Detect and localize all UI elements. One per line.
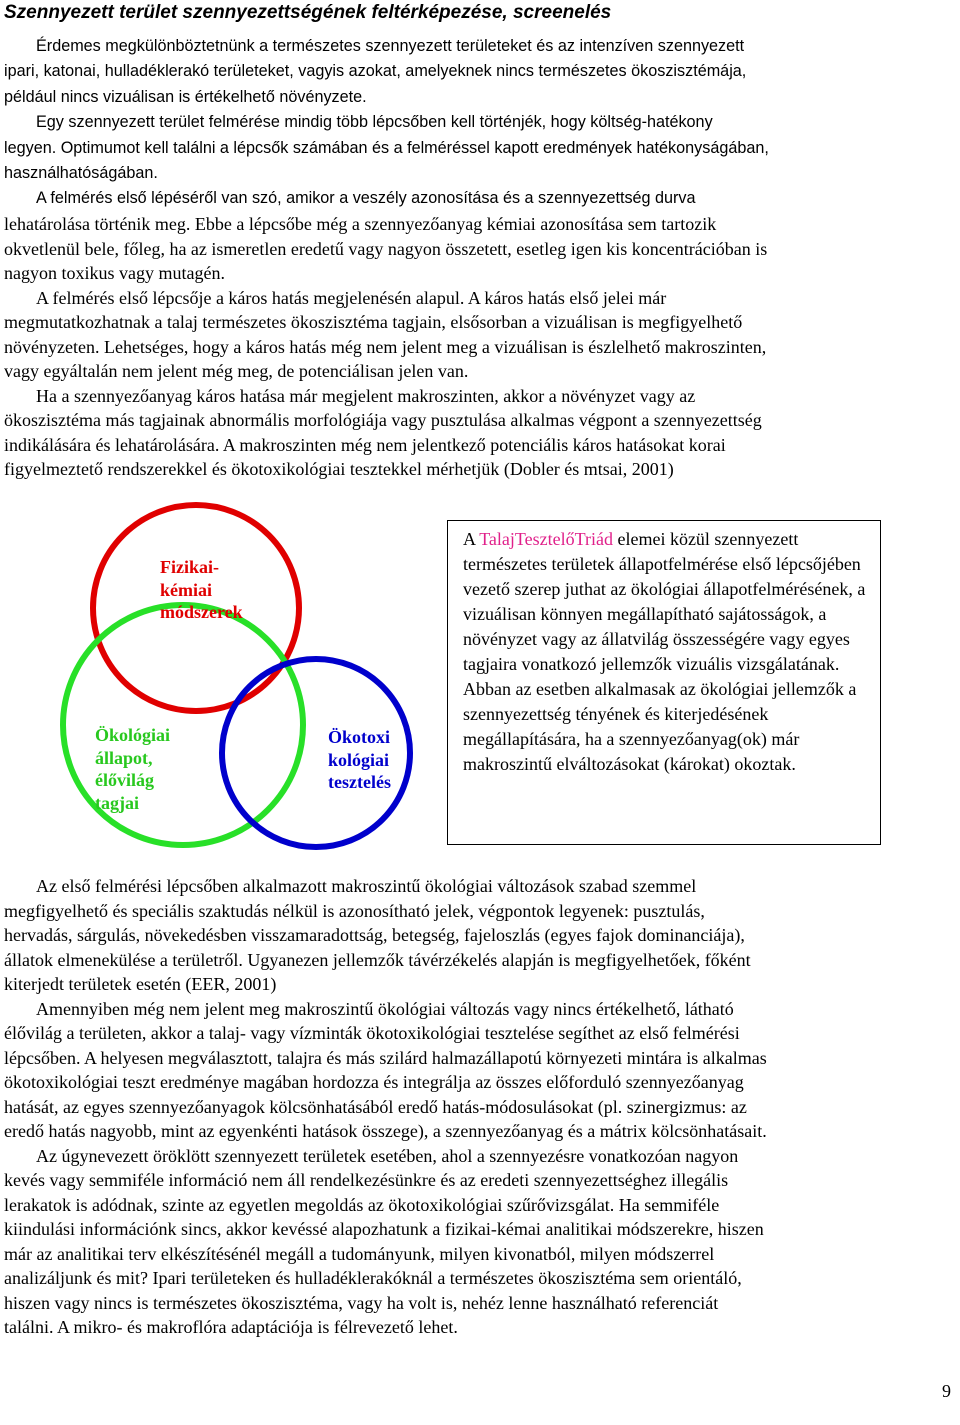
text-line: lehatárolása történik meg. Ebbe a lépcsőbe még a szennyezőanyag kémiai azonosítása sem tartozik	[4, 214, 717, 234]
text-line: Ha a szennyezőanyag káros hatása már megjelent makroszinten, akkor a növényzet vagy az	[36, 385, 696, 406]
text-line: növényzeten. Lehetséges, hogy a káros hatás még nem jelent meg a vizuálisan is észlelhető makroszinten,	[4, 336, 767, 357]
venn-label-physical-chemical: Fizikai- kémiai módszerek	[160, 557, 243, 622]
text-line: A felmérés első lépéséről van szó, amikor a veszély azonosítása és a szennyezettség durva	[36, 189, 696, 208]
text-line: például nincs vizuálisan is értékelhető növényzete.	[4, 87, 367, 106]
textbox-body: elemei közül szennyezett természetes területek állapotfelmérése első lépcsőjében vezető szerep juthat az ökológiai állapotfelmérésének, a vizuálisan könnyen megállapítható sajátosságok, a növényzet vagy az állatvilág összességére vagy egyes tagjaira vonatkozó jellemzők vizuális vizsgálatának. Abban az esetben alkalmasak az ökológiai jellemzők a szennyezettség tényének és kiterjedésének megállapítására, ha a szennyezőanyag(ok) már makroszintű elváltozásokat (károkat) okoztak.	[463, 529, 866, 774]
intro-paragraphs	[4, 34, 934, 212]
paragraph-block-1	[4, 212, 934, 482]
textbox-prefix: A	[463, 529, 480, 549]
text-line: már az analitikai terv elkészítésénél megáll a tudományunk, milyen kivonatból, milyen módszerrel	[4, 1243, 715, 1264]
text-line: okvetlenül bele, főleg, ha az ismeretlen eredetű vagy nagyon összetett, esetleg igen kis koncentrációban is	[4, 238, 768, 259]
text-line: ökoszisztéma más tagjainak abnormális morfológiája vagy pusztulása alkalmas végpont a szennyezettség	[4, 410, 762, 430]
text-line: nagyon toxikus vagy mutagén.	[4, 263, 225, 283]
text-line: indikálására és lehatárolására. A makroszinten még nem jelentkező potenciális káros hatásokat korai	[4, 434, 726, 455]
text-line: állatok elmenekülése a területről. Ugyanezen jellemzők távérzékelés alapján is megfigyelhetőek, főként	[4, 949, 751, 970]
text-line: A felmérés első lépcsője a káros hatás megjelenésén alapul. A káros hatás első jelei már	[36, 287, 667, 308]
text-line: hervadás, sárgulás, növekedésben visszamaradottság, betegség, fajeloszlás (egyes fajok dominanciája),	[4, 925, 745, 945]
text-line: vagy egyáltalán nem jelent még meg, de potenciálisan jelen van.	[4, 361, 469, 381]
triad-highlight: TalajTesztelőTriád	[479, 529, 613, 549]
text-line: figyelmeztető rendszerekkel és ökotoxikológiai tesztekkel mérhetjük (Dobler és mtsai, 2001)	[4, 459, 674, 479]
text-line: kiindulási információnk sincs, akkor kevéssé alapozhatunk a fizikai-kémai analitikai módszerekre, hiszen	[4, 1219, 764, 1239]
venn-diagram	[0, 500, 440, 860]
text-line: legyen. Optimumot kell találni a lépcsők számában és a felméréssel kapott eredmények hatékonyságában,	[4, 138, 769, 157]
paragraph-block-2	[4, 874, 934, 1340]
text-line: Amennyiben még nem jelent meg makroszintű ökológiai változás vagy nincs értékelhető, látható	[36, 998, 734, 1019]
text-line: megfigyelhető és speciális szaktudás nélkül is azonosítható jelek, végpontok legyenek: pusztulás,	[4, 900, 705, 921]
venn-label-ecotoxicological-testing: Ökotoxi kológiai tesztelés	[328, 727, 391, 792]
text-line: Egy szennyezett terület felmérése mindig több lépcsőben kell történjék, hogy költség-hatékony	[36, 113, 713, 132]
page-number: 9	[942, 1381, 951, 1401]
text-line: Érdemes megkülönböztetnünk a természetes szennyezett területeket és az intenzíven szennyezett	[36, 37, 745, 55]
text-line: Az úgynevezett öröklött szennyezett területek esetében, ahol a szennyezésre vonatkozóan nagyon	[36, 1145, 739, 1166]
text-line: kiterjedt területek esetén (EER, 2001)	[4, 974, 277, 994]
text-line: eredő hatás nagyobb, mint az egyenkénti hatások összege), a szennyezőanyag és a mátrix kölcsönhatásait.	[4, 1121, 767, 1141]
text-line: találni. A mikro- és makroflóra adaptációja is félrevezető lehet.	[4, 1317, 458, 1337]
text-line: hiszen vagy nincs is természetes ökoszisztéma, vagy ha volt is, nehéz lenne használható referenciát	[4, 1292, 719, 1313]
text-line: használhatóságában.	[4, 164, 158, 183]
text-line: ipari, katonai, hulladéklerakó területeket, vagyis azokat, amelyeknek nincs természetes ökoszisztémája,	[4, 62, 747, 81]
text-line: lépcsőben. A helyesen megválasztott, talajra és más szilárd halmazállapotú környezeti mintára is alkalmas	[4, 1047, 767, 1068]
text-line: Az első felmérési lépcsőben alkalmazott makroszintű ökológiai változások szabad szemmel	[36, 876, 697, 896]
venn-figure	[0, 500, 960, 860]
triad-textbox-text	[463, 527, 873, 777]
text-line: kevés vagy semmiféle információ nem áll rendelkezésünkre és az eredeti szennyezettséghez illegális	[4, 1170, 729, 1190]
venn-label-ecological-state: Ökológiai állapot, élővilág tagjai	[95, 725, 171, 813]
text-line: megmutatkozhatnak a talaj természetes ökoszisztéma tagjain, elsősorban a vizuálisan is megfigyelhető	[4, 312, 743, 332]
text-line: analizáljunk és mit? Ipari területeken és hulladéklerakóknál a természetes ökoszisztéma sem orientáló,	[4, 1268, 742, 1288]
section-title: Szennyezett terület szennyezettségének feltérképezése, screenelés	[4, 2, 612, 23]
triad-textbox	[447, 520, 881, 845]
text-line: ökotoxikológiai teszt eredménye magában hordozza és integrálja az összes előforduló szennyezőanyag	[4, 1072, 744, 1092]
text-line: hatását, az egyes szennyezőanyagok kölcsönhatásából eredő hatás-módosulásokat (pl. szinergizmus: az	[4, 1096, 747, 1117]
text-line: élővilág a területen, akkor a talaj- vagy vízminták ökotoxikológiai tesztelése segíthet az első felmérési	[4, 1023, 740, 1043]
text-line: lerakatok is adódnak, szinte az egyetlen megoldás az ökotoxikológiai szűrővizsgálat. Ha semmiféle	[4, 1194, 720, 1215]
